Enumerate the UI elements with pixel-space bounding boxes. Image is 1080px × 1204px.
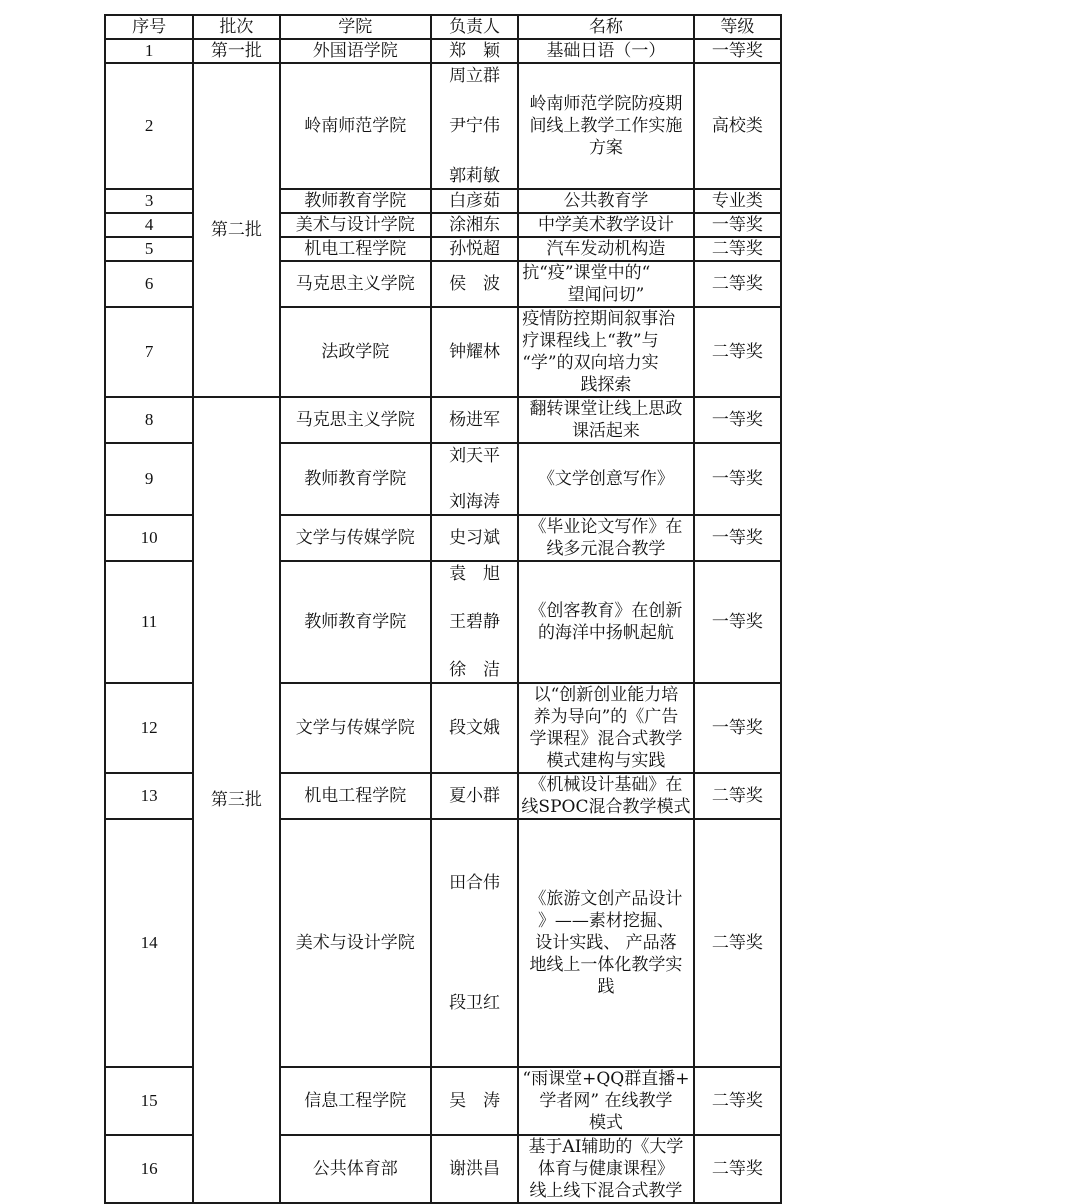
title-cell bbox=[518, 443, 694, 515]
college-cell: 文学与传媒学院 bbox=[280, 683, 431, 773]
level-cell: 二等奖 bbox=[694, 773, 781, 819]
title-line: “雨课堂+QQ群直播+ bbox=[522, 1069, 690, 1089]
title-cell bbox=[518, 561, 694, 683]
row-no: 15 bbox=[105, 1067, 193, 1135]
title-line: 岭南师范学院防疫期 bbox=[529, 94, 683, 114]
title-line: 线多元混合教学 bbox=[546, 539, 666, 559]
batch-cell: 第三批 bbox=[193, 397, 279, 1203]
title-line: 《机械设计基础》在 bbox=[529, 775, 683, 795]
title-line: 疗课程线上“教”与 bbox=[522, 331, 659, 351]
level-cell: 二等奖 bbox=[694, 307, 781, 397]
person-name: 王碧静 bbox=[449, 612, 501, 632]
person-cell: 白彦茹 bbox=[431, 189, 518, 213]
title-cell bbox=[518, 1067, 694, 1135]
title-line: 模式 bbox=[588, 1113, 623, 1133]
row-no: 10 bbox=[105, 515, 193, 561]
title-line: 基础日语（一） bbox=[546, 41, 666, 61]
level-cell: 二等奖 bbox=[694, 819, 781, 1067]
row-no: 8 bbox=[105, 397, 193, 443]
person-name: 郭莉敏 bbox=[449, 166, 501, 186]
row-no: 14 bbox=[105, 819, 193, 1067]
college-cell: 公共体育部 bbox=[280, 1135, 431, 1203]
header-level: 等级 bbox=[694, 15, 781, 39]
title-cell bbox=[518, 307, 694, 397]
title-line: “学”的双向培力实 bbox=[522, 353, 659, 373]
person-cell: 郑 颖 bbox=[431, 39, 518, 63]
college-cell: 法政学院 bbox=[280, 307, 431, 397]
title-line: 汽车发动机构造 bbox=[546, 239, 666, 259]
person-name: 周立群 bbox=[449, 66, 501, 86]
title-line: 以“创新创业能力培 bbox=[533, 685, 679, 705]
awards-table bbox=[104, 14, 782, 1204]
title-line: 疫情防控期间叙事治 bbox=[522, 309, 676, 329]
row-no: 5 bbox=[105, 237, 193, 261]
title-line: 中学美术教学设计 bbox=[537, 215, 674, 235]
title-line: 线上线下混合式教学 bbox=[529, 1181, 683, 1201]
title-cell bbox=[518, 213, 694, 237]
person-cell bbox=[431, 819, 518, 1067]
row-no: 3 bbox=[105, 189, 193, 213]
level-cell: 二等奖 bbox=[694, 1067, 781, 1135]
person-cell: 夏小群 bbox=[431, 773, 518, 819]
person-cell bbox=[431, 443, 518, 515]
college-cell: 信息工程学院 bbox=[280, 1067, 431, 1135]
college-cell: 马克思主义学院 bbox=[280, 261, 431, 307]
row-no: 13 bbox=[105, 773, 193, 819]
person-cell: 涂湘东 bbox=[431, 213, 518, 237]
row-no: 6 bbox=[105, 261, 193, 307]
row-no: 7 bbox=[105, 307, 193, 397]
college-cell: 马克思主义学院 bbox=[280, 397, 431, 443]
person-cell: 孙悦超 bbox=[431, 237, 518, 261]
person-cell: 钟耀林 bbox=[431, 307, 518, 397]
person-name: 段卫红 bbox=[449, 993, 501, 1013]
level-cell: 一等奖 bbox=[694, 443, 781, 515]
person-cell: 谢洪昌 bbox=[431, 1135, 518, 1203]
row-no: 1 bbox=[105, 39, 193, 63]
level-cell: 二等奖 bbox=[694, 261, 781, 307]
level-cell: 一等奖 bbox=[694, 397, 781, 443]
title-line: 》——素材挖掘、 bbox=[537, 911, 674, 931]
title-cell bbox=[518, 773, 694, 819]
person-cell: 吴 涛 bbox=[431, 1067, 518, 1135]
row-no: 9 bbox=[105, 443, 193, 515]
title-line: 践探索 bbox=[580, 375, 632, 395]
title-line: 间线上教学工作实施 bbox=[529, 116, 683, 136]
person-name: 袁 旭 bbox=[449, 564, 501, 584]
header-batch: 批次 bbox=[193, 15, 279, 39]
title-line: 抗“疫”课堂中的“ bbox=[522, 263, 651, 283]
table-row bbox=[105, 63, 781, 189]
college-cell: 岭南师范学院 bbox=[280, 63, 431, 189]
title-line: 学课程》混合式教学 bbox=[529, 729, 683, 749]
title-line: 基于AI辅助的《大学 bbox=[528, 1137, 684, 1157]
title-line: 线SPOC混合教学模式 bbox=[521, 797, 691, 817]
header-person: 负责人 bbox=[431, 15, 518, 39]
title-line: 地线上一体化教学实 bbox=[529, 955, 683, 975]
title-line: 模式建构与实践 bbox=[546, 751, 666, 771]
title-cell bbox=[518, 189, 694, 213]
person-name: 刘天平 bbox=[449, 446, 501, 466]
title-cell bbox=[518, 63, 694, 189]
title-line: 体育与健康课程》 bbox=[537, 1159, 674, 1179]
batch-cell: 第一批 bbox=[193, 39, 279, 63]
person-name: 徐 洁 bbox=[449, 660, 501, 680]
title-cell bbox=[518, 1135, 694, 1203]
level-cell: 二等奖 bbox=[694, 237, 781, 261]
level-cell: 一等奖 bbox=[694, 683, 781, 773]
college-cell: 教师教育学院 bbox=[280, 561, 431, 683]
level-cell: 高校类 bbox=[694, 63, 781, 189]
header-no: 序号 bbox=[105, 15, 193, 39]
title-cell bbox=[518, 515, 694, 561]
title-line: 设计实践、 产品落 bbox=[535, 933, 677, 953]
batch-cell: 第二批 bbox=[193, 63, 279, 397]
table-row bbox=[105, 39, 781, 63]
row-no: 12 bbox=[105, 683, 193, 773]
header-college: 学院 bbox=[280, 15, 431, 39]
person-cell bbox=[431, 63, 518, 189]
title-line: 公共教育学 bbox=[563, 191, 649, 211]
person-cell: 杨进军 bbox=[431, 397, 518, 443]
title-line: 《创客教育》在创新 bbox=[529, 601, 683, 621]
title-line: 《文学创意写作》 bbox=[537, 469, 674, 489]
title-cell bbox=[518, 237, 694, 261]
title-line: 养为导向”的《广告 bbox=[533, 707, 679, 727]
level-cell: 一等奖 bbox=[694, 213, 781, 237]
title-cell bbox=[518, 819, 694, 1067]
college-cell: 教师教育学院 bbox=[280, 189, 431, 213]
title-line: 《毕业论文写作》在 bbox=[529, 517, 683, 537]
level-cell: 专业类 bbox=[694, 189, 781, 213]
college-cell: 美术与设计学院 bbox=[280, 213, 431, 237]
title-line: 的海洋中扬帆起航 bbox=[537, 623, 674, 643]
person-name: 尹宁伟 bbox=[449, 116, 501, 136]
college-cell: 美术与设计学院 bbox=[280, 819, 431, 1067]
title-line: 学者网” 在线教学 bbox=[539, 1091, 673, 1111]
person-cell: 史习斌 bbox=[431, 515, 518, 561]
title-cell bbox=[518, 39, 694, 63]
person-name: 刘海涛 bbox=[449, 492, 501, 512]
table-row bbox=[105, 397, 781, 443]
level-cell: 一等奖 bbox=[694, 515, 781, 561]
person-name: 田合伟 bbox=[449, 873, 501, 893]
row-no: 11 bbox=[105, 561, 193, 683]
title-line: 方案 bbox=[588, 138, 623, 158]
header-title: 名称 bbox=[518, 15, 694, 39]
level-cell: 一等奖 bbox=[694, 39, 781, 63]
row-no: 16 bbox=[105, 1135, 193, 1203]
title-cell bbox=[518, 397, 694, 443]
level-cell: 一等奖 bbox=[694, 561, 781, 683]
person-cell: 段文娥 bbox=[431, 683, 518, 773]
title-line: 《旅游文创产品设计 bbox=[529, 889, 683, 909]
person-cell bbox=[431, 561, 518, 683]
person-cell: 侯 波 bbox=[431, 261, 518, 307]
title-line: 望闻问切” bbox=[567, 285, 645, 305]
title-cell bbox=[518, 683, 694, 773]
college-cell: 外国语学院 bbox=[280, 39, 431, 63]
row-no: 4 bbox=[105, 213, 193, 237]
row-no: 2 bbox=[105, 63, 193, 189]
college-cell: 机电工程学院 bbox=[280, 773, 431, 819]
header-row bbox=[105, 15, 781, 39]
college-cell: 文学与传媒学院 bbox=[280, 515, 431, 561]
level-cell: 二等奖 bbox=[694, 1135, 781, 1203]
title-cell bbox=[518, 261, 694, 307]
college-cell: 机电工程学院 bbox=[280, 237, 431, 261]
title-line: 翻转课堂让线上思政 bbox=[529, 399, 683, 419]
title-line: 践 bbox=[597, 977, 615, 997]
title-line: 课活起来 bbox=[571, 421, 640, 441]
college-cell: 教师教育学院 bbox=[280, 443, 431, 515]
